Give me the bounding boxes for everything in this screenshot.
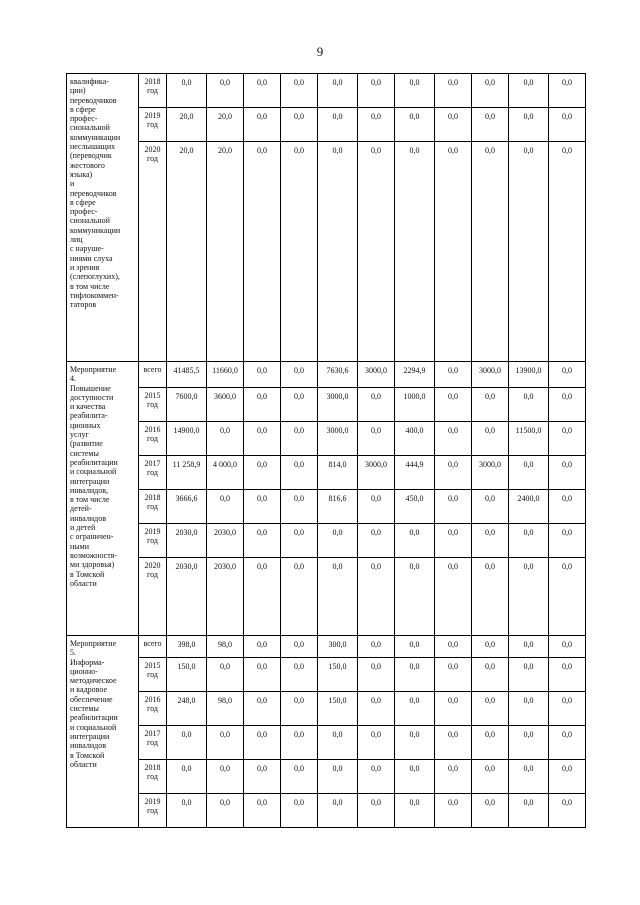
amount-cell: 0,0 [244, 456, 281, 490]
amount-cell: 0,0 [358, 142, 395, 362]
page-number: 9 [316, 44, 324, 59]
amount-cell: 0,0 [435, 422, 472, 456]
amount-cell: 0,0 [207, 760, 244, 794]
amount-cell: 0,0 [509, 108, 549, 142]
amount-cell: 0,0 [472, 490, 509, 524]
amount-cell: 13900,0 [509, 362, 549, 388]
amount-cell: 0,0 [435, 760, 472, 794]
amount-cell: 0,0 [395, 794, 435, 828]
amount-cell: 0,0 [395, 636, 435, 658]
amount-cell: 0,0 [244, 794, 281, 828]
amount-cell: 0,0 [244, 490, 281, 524]
amount-cell: 3000,0 [318, 388, 358, 422]
amount-cell: 0,0 [281, 422, 318, 456]
amount-cell: 0,0 [509, 456, 549, 490]
amount-cell: 0,0 [244, 636, 281, 658]
amount-cell: 150,0 [318, 692, 358, 726]
amount-cell: 0,0 [358, 558, 395, 636]
amount-cell: 0,0 [435, 362, 472, 388]
table-row [67, 142, 586, 362]
amount-cell: 0,0 [358, 760, 395, 794]
amount-cell: 41485,5 [167, 362, 207, 388]
amount-cell: 0,0 [435, 636, 472, 658]
amount-cell: 0,0 [472, 142, 509, 362]
period-cell: всего [139, 636, 167, 658]
amount-cell: 0,0 [549, 388, 586, 422]
amount-cell: 0,0 [281, 692, 318, 726]
amount-cell: 0,0 [207, 726, 244, 760]
amount-cell: 0,0 [472, 692, 509, 726]
table-row [67, 558, 586, 636]
amount-cell: 0,0 [435, 692, 472, 726]
amount-cell: 0,0 [358, 388, 395, 422]
amount-cell: 0,0 [244, 692, 281, 726]
amount-cell: 0,0 [244, 388, 281, 422]
amount-cell: 0,0 [472, 74, 509, 108]
amount-cell: 0,0 [281, 388, 318, 422]
period-cell: 2017 год [139, 456, 167, 490]
amount-cell: 0,0 [549, 760, 586, 794]
amount-cell: 0,0 [318, 794, 358, 828]
amount-cell: 20,0 [167, 142, 207, 362]
amount-cell: 248,0 [167, 692, 207, 726]
table-row [67, 422, 586, 456]
amount-cell: 2030,0 [207, 524, 244, 558]
period-cell: 2018 год [139, 490, 167, 524]
amount-cell: 2030,0 [207, 558, 244, 636]
amount-cell: 0,0 [509, 142, 549, 362]
amount-cell: 3000,0 [472, 362, 509, 388]
amount-cell: 98,0 [207, 692, 244, 726]
amount-cell: 11 258,9 [167, 456, 207, 490]
amount-cell: 0,0 [244, 422, 281, 456]
table-row [67, 456, 586, 490]
amount-cell: 816,6 [318, 490, 358, 524]
amount-cell: 11500,0 [509, 422, 549, 456]
amount-cell: 0,0 [549, 456, 586, 490]
amount-cell: 0,0 [549, 558, 586, 636]
amount-cell: 0,0 [472, 558, 509, 636]
amount-cell: 0,0 [244, 524, 281, 558]
amount-cell: 0,0 [395, 658, 435, 692]
table-row [67, 692, 586, 726]
activity-name-cell: квалифика- ции) переводчиков в сфере профес- сиональной коммуникации неслышащих (переводчик жестового языка) и переводчиков в сфере профес- сиональной коммуникации лиц с наруше- ниями слуха и зрения (слепоглухих), в том числе тифлокоммен- таторов [67, 74, 139, 362]
amount-cell: 0,0 [244, 362, 281, 388]
amount-cell: 0,0 [509, 388, 549, 422]
table-row [67, 794, 586, 828]
amount-cell: 3600,0 [207, 388, 244, 422]
amount-cell: 0,0 [318, 108, 358, 142]
amount-cell: 0,0 [435, 524, 472, 558]
period-cell: всего [139, 362, 167, 388]
amount-cell: 0,0 [549, 636, 586, 658]
amount-cell: 0,0 [358, 108, 395, 142]
table-row [67, 490, 586, 524]
amount-cell: 398,0 [167, 636, 207, 658]
amount-cell: 0,0 [207, 422, 244, 456]
amount-cell: 0,0 [318, 760, 358, 794]
amount-cell: 0,0 [318, 558, 358, 636]
amount-cell: 0,0 [472, 794, 509, 828]
amount-cell: 0,0 [207, 794, 244, 828]
amount-cell: 2030,0 [167, 524, 207, 558]
table-row [67, 658, 586, 692]
amount-cell: 98,0 [207, 636, 244, 658]
amount-cell: 0,0 [549, 362, 586, 388]
amount-cell: 0,0 [395, 760, 435, 794]
amount-cell: 0,0 [472, 726, 509, 760]
table-row [67, 362, 586, 388]
amount-cell: 0,0 [318, 726, 358, 760]
amount-cell: 0,0 [395, 726, 435, 760]
amount-cell: 0,0 [358, 490, 395, 524]
period-cell: 2020 год [139, 558, 167, 636]
period-cell: 2020 год [139, 142, 167, 362]
period-cell: 2017 год [139, 726, 167, 760]
amount-cell: 0,0 [281, 74, 318, 108]
amount-cell: 0,0 [358, 524, 395, 558]
amount-cell: 0,0 [509, 658, 549, 692]
amount-cell: 3000,0 [358, 362, 395, 388]
amount-cell: 0,0 [472, 422, 509, 456]
table-row [67, 108, 586, 142]
amount-cell: 444,9 [395, 456, 435, 490]
amount-cell: 7600,0 [167, 388, 207, 422]
amount-cell: 2294,9 [395, 362, 435, 388]
table-row [67, 74, 586, 108]
amount-cell: 0,0 [358, 636, 395, 658]
amount-cell: 0,0 [281, 794, 318, 828]
amount-cell: 0,0 [549, 142, 586, 362]
amount-cell: 450,0 [395, 490, 435, 524]
amount-cell: 0,0 [549, 422, 586, 456]
amount-cell: 0,0 [281, 658, 318, 692]
table-row [67, 726, 586, 760]
amount-cell: 2400,0 [509, 490, 549, 524]
amount-cell: 0,0 [207, 74, 244, 108]
amount-cell: 0,0 [281, 108, 318, 142]
amount-cell: 0,0 [472, 760, 509, 794]
amount-cell: 0,0 [509, 726, 549, 760]
amount-cell: 0,0 [167, 794, 207, 828]
period-cell: 2019 год [139, 524, 167, 558]
amount-cell: 150,0 [318, 658, 358, 692]
amount-cell: 0,0 [281, 490, 318, 524]
amount-cell: 300,0 [318, 636, 358, 658]
amount-cell: 814,0 [318, 456, 358, 490]
amount-cell: 0,0 [435, 794, 472, 828]
amount-cell: 0,0 [435, 456, 472, 490]
amount-cell: 3000,0 [318, 422, 358, 456]
amount-cell: 4 000,0 [207, 456, 244, 490]
amount-cell: 0,0 [509, 558, 549, 636]
amount-cell: 0,0 [244, 760, 281, 794]
amount-cell: 0,0 [549, 658, 586, 692]
amount-cell: 0,0 [395, 74, 435, 108]
amount-cell: 7630,6 [318, 362, 358, 388]
amount-cell: 14900,0 [167, 422, 207, 456]
amount-cell: 20,0 [207, 108, 244, 142]
amount-cell: 0,0 [509, 74, 549, 108]
amount-cell: 0,0 [549, 726, 586, 760]
period-cell: 2018 год [139, 74, 167, 108]
amount-cell: 0,0 [358, 794, 395, 828]
activity-name-cell: Мероприятие 5. Информа- ционно- методическое и кадровое обеспечение системы реабилитации и социальной интеграции инвалидов в Томской области [67, 636, 139, 828]
amount-cell: 0,0 [472, 388, 509, 422]
amount-cell: 0,0 [318, 142, 358, 362]
amount-cell: 20,0 [167, 108, 207, 142]
amount-cell: 0,0 [435, 142, 472, 362]
amount-cell: 0,0 [549, 490, 586, 524]
amount-cell: 0,0 [509, 760, 549, 794]
table-row [67, 760, 586, 794]
amount-cell: 0,0 [358, 692, 395, 726]
table-row [67, 388, 586, 422]
amount-cell: 0,0 [435, 490, 472, 524]
period-cell: 2016 год [139, 422, 167, 456]
amount-cell: 0,0 [281, 636, 318, 658]
amount-cell: 0,0 [509, 636, 549, 658]
amount-cell: 400,0 [395, 422, 435, 456]
amount-cell: 3000,0 [472, 456, 509, 490]
amount-cell: 0,0 [281, 456, 318, 490]
amount-cell: 0,0 [244, 558, 281, 636]
amount-cell: 0,0 [472, 108, 509, 142]
amount-cell: 0,0 [167, 760, 207, 794]
amount-cell: 0,0 [435, 108, 472, 142]
amount-cell: 0,0 [472, 658, 509, 692]
amount-cell: 0,0 [395, 142, 435, 362]
activity-name-cell: Мероприятие 4. Повышение доступности и качества реабилита- ционных услуг (развитие системы реабилитации и социальной интеграции инвалидов, в том числе детей- инвалидов и детей с ограничен- ными возможностя- ми здоровья) в Томской области [67, 362, 139, 636]
amount-cell: 0,0 [472, 636, 509, 658]
amount-cell: 0,0 [244, 726, 281, 760]
amount-cell: 1000,0 [395, 388, 435, 422]
amount-cell: 0,0 [358, 658, 395, 692]
amount-cell: 0,0 [549, 692, 586, 726]
amount-cell: 2030,0 [167, 558, 207, 636]
period-cell: 2015 год [139, 658, 167, 692]
period-cell: 2018 год [139, 760, 167, 794]
amount-cell: 0,0 [358, 422, 395, 456]
amount-cell: 0,0 [509, 794, 549, 828]
amount-cell: 0,0 [167, 726, 207, 760]
table-row [67, 524, 586, 558]
amount-cell: 0,0 [281, 760, 318, 794]
period-cell: 2016 год [139, 692, 167, 726]
amount-cell: 0,0 [395, 692, 435, 726]
amount-cell: 0,0 [358, 726, 395, 760]
amount-cell: 0,0 [549, 108, 586, 142]
amount-cell: 0,0 [318, 524, 358, 558]
period-cell: 2015 год [139, 388, 167, 422]
amount-cell: 0,0 [435, 558, 472, 636]
amount-cell: 0,0 [435, 658, 472, 692]
amount-cell: 0,0 [244, 74, 281, 108]
amount-cell: 0,0 [207, 658, 244, 692]
amount-cell: 11660,0 [207, 362, 244, 388]
amount-cell: 150,0 [167, 658, 207, 692]
amount-cell: 0,0 [244, 142, 281, 362]
amount-cell: 0,0 [281, 558, 318, 636]
amount-cell: 0,0 [281, 142, 318, 362]
amount-cell: 0,0 [549, 74, 586, 108]
amount-cell: 0,0 [509, 692, 549, 726]
amount-cell: 0,0 [244, 658, 281, 692]
amount-cell: 0,0 [281, 524, 318, 558]
amount-cell: 0,0 [549, 794, 586, 828]
amount-cell: 0,0 [318, 74, 358, 108]
amount-cell: 0,0 [167, 74, 207, 108]
amount-cell: 0,0 [358, 74, 395, 108]
amount-cell: 3000,0 [358, 456, 395, 490]
amount-cell: 0,0 [509, 524, 549, 558]
amount-cell: 0,0 [244, 108, 281, 142]
amount-cell: 0,0 [549, 524, 586, 558]
amount-cell: 3666,6 [167, 490, 207, 524]
amount-cell: 20,0 [207, 142, 244, 362]
amount-cell: 0,0 [435, 726, 472, 760]
budget-table [66, 73, 586, 828]
amount-cell: 0,0 [281, 362, 318, 388]
amount-cell: 0,0 [395, 524, 435, 558]
amount-cell: 0,0 [472, 524, 509, 558]
period-cell: 2019 год [139, 794, 167, 828]
amount-cell: 0,0 [207, 490, 244, 524]
table-row [67, 636, 586, 658]
amount-cell: 0,0 [281, 726, 318, 760]
period-cell: 2019 год [139, 108, 167, 142]
amount-cell: 0,0 [395, 558, 435, 636]
amount-cell: 0,0 [435, 388, 472, 422]
amount-cell: 0,0 [435, 74, 472, 108]
amount-cell: 0,0 [395, 108, 435, 142]
